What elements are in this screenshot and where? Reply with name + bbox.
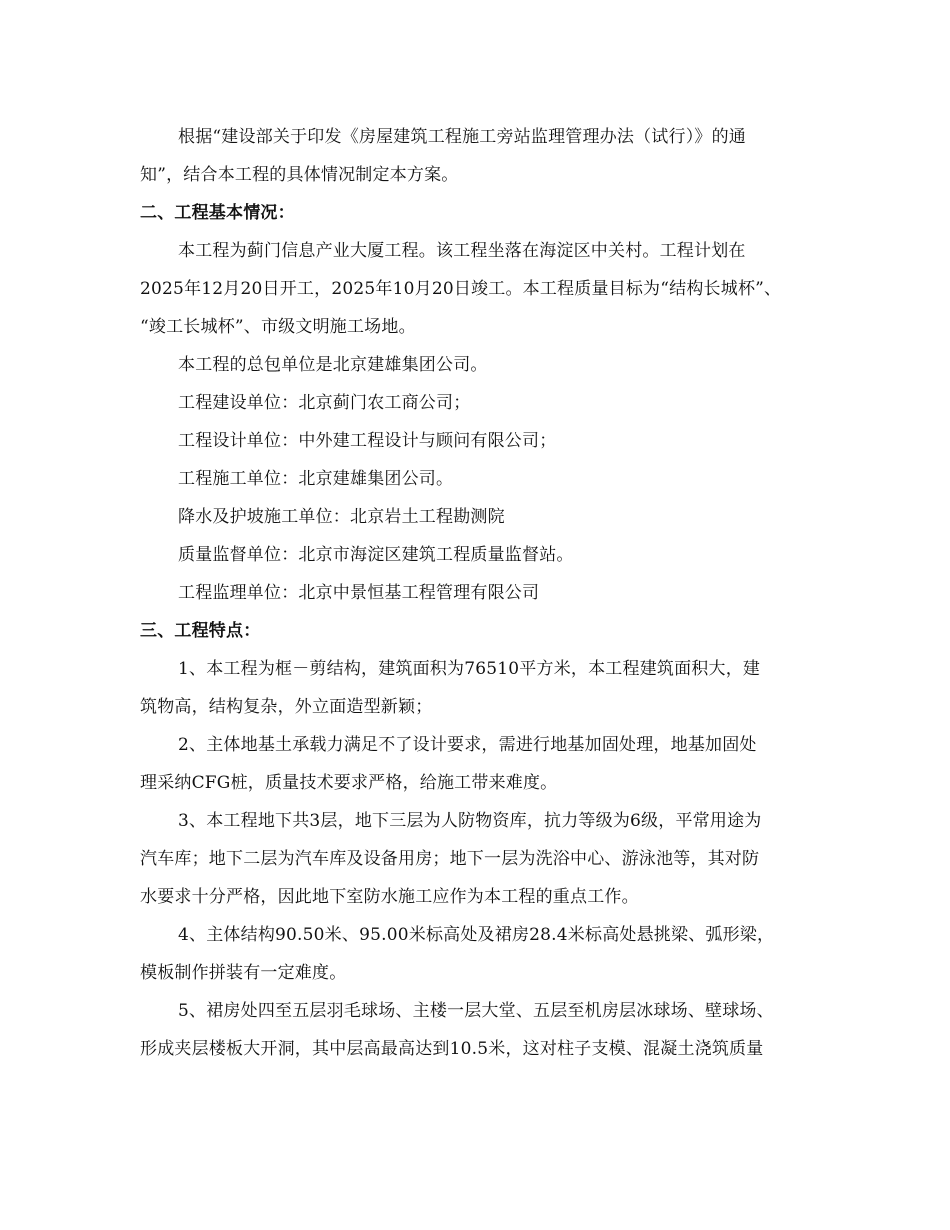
text-line: 根据“建设部关于印发《房屋建筑工程施工旁站监理管理办法（试行）》的通 — [178, 127, 746, 147]
list-item: 工程建设单位：北京蓟门农工商公司； — [178, 393, 471, 413]
list-item: 本工程的总包单位是北京建雄集团公司。 — [178, 355, 488, 375]
text-line: 理采纳CFG桩，质量技术要求严格，给施工带来难度。 — [140, 773, 558, 793]
text-line: 汽车库；地下二层为汽车库及设备用房；地下一层为洗浴中心、游泳池等，其对防 — [140, 849, 760, 869]
feature-paragraph-3 — [140, 802, 820, 916]
text-line: 2、主体地基土承载力满足不了设计要求，需进行地基加固处理，地基加固处 — [178, 735, 757, 755]
text-line: 2025年12月20日开工，2025年10月20日竣工。本工程质量目标为“结构长城杯”、 — [140, 279, 782, 299]
list-item: 工程施工单位：北京建雄集团公司。 — [178, 469, 454, 489]
feature-paragraph-2 — [140, 726, 820, 802]
section-heading-basic-info: 二、工程基本情况： — [140, 203, 295, 223]
list-item: 工程监理单位：北京中景恒基工程管理有限公司 — [178, 583, 540, 603]
list-item: 降水及护坡施工单位：北京岩土工程勘测院 — [178, 507, 505, 527]
section-heading-features: 三、工程特点： — [140, 621, 261, 641]
text-line: 1、本工程为框－剪结构，建筑面积为76510平方米，本工程建筑面积大，建 — [178, 659, 761, 679]
text-line: 5、裙房处四至五层羽毛球场、主楼一层大堂、五层至机房层冰球场、壁球场、 — [178, 1001, 774, 1021]
text-line: 知”，结合本工程的具体情况制定本方案。 — [140, 165, 459, 185]
intro-paragraph — [140, 118, 820, 194]
basic-info-paragraph — [140, 232, 820, 346]
unit-list — [140, 346, 820, 612]
list-item: 质量监督单位：北京市海淀区建筑工程质量监督站。 — [178, 545, 574, 565]
feature-paragraph-1 — [140, 650, 820, 726]
list-item: 工程设计单位：中外建工程设计与顾问有限公司； — [178, 431, 557, 451]
text-line: 模板制作拼装有一定难度。 — [140, 963, 347, 983]
feature-paragraph-5 — [140, 992, 820, 1068]
text-line: 筑物高，结构复杂，外立面造型新颖； — [140, 697, 433, 717]
text-line: 本工程为蓟门信息产业大厦工程。该工程坐落在海淀区中关村。工程计划在 — [178, 241, 746, 261]
text-line: 形成夹层楼板大开洞，其中层高最高达到10.5米，这对柱子支模、混凝土浇筑质量 — [140, 1039, 764, 1059]
text-line: 3、本工程地下共3层，地下三层为人防物资库，抗力等级为6级，平常用途为 — [178, 811, 762, 831]
text-line: 水要求十分严格，因此地下室防水施工应作为本工程的重点工作。 — [140, 887, 639, 907]
text-line: “竣工长城杯”、市级文明施工场地。 — [140, 317, 416, 337]
document-body — [140, 118, 820, 1068]
text-line: 4、主体结构90.50米、95.00米标高处及裙房28.4米标高处悬挑梁、弧形梁， — [178, 925, 775, 945]
feature-paragraph-4 — [140, 916, 820, 992]
